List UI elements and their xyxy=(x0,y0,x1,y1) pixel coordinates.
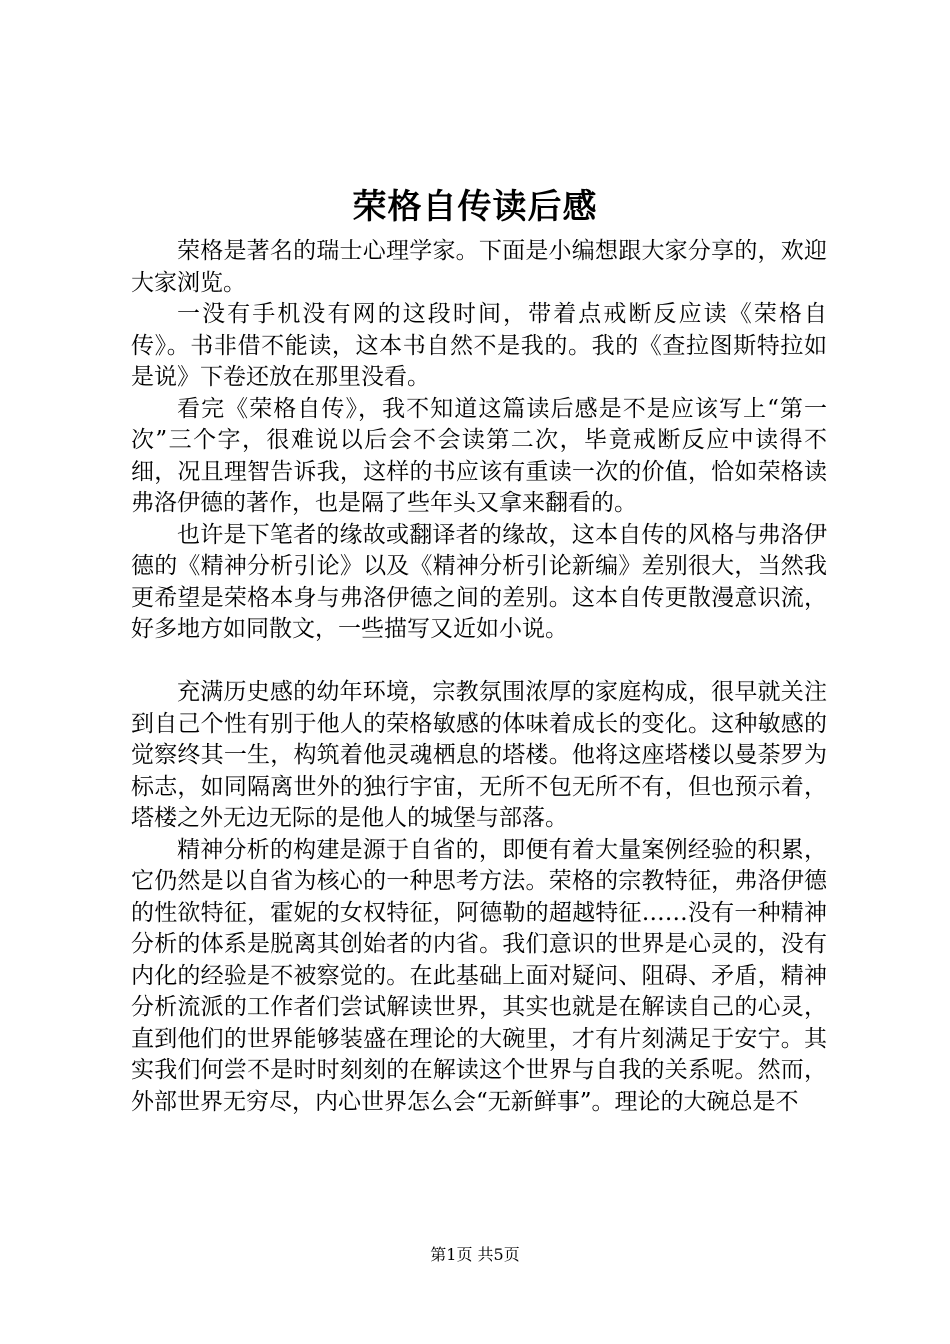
paragraph-first-reading: 看完《荣格自传》，我不知道这篇读后感是不是应该写上“第一次”三个字，很难说以后会不会读第二次，毕竟戒断反应中读得不细，况且理智告诉我，这样的书应该有重读一次的价值，恰如荣格读弗洛伊德的著作，也是隔了些年头又拿来翻看的。 xyxy=(131,395,827,516)
paragraph-intro: 荣格是著名的瑞士心理学家。下面是小编想跟大家分享的，欢迎大家浏览。 xyxy=(131,238,827,296)
paragraph-psychoanalysis: 精神分析的构建是源于自省的，即便有着大量案例经验的积累，它仍然是以自省为核心的一种思考方法。荣格的宗教特征，弗洛伊德的性欲特征，霍妮的女权特征，阿德勒的超越特征……没有一种精神分析的体系是脱离其创始者的内省。我们意识的世界是心灵的，没有内化的经验是不被察觉的。在此基础上面对疑问、阻碍、矛盾，精神分析流派的工作者们尝试解读世界，其实也就是在解读自己的心灵，直到他们的世界能够装盛在理论的大碗里，才有片刻满足于安宁。其实我们何尝不是时时刻刻的在解读这个世界与自我的关系呢。然而，外部世界无穷尽，内心世界怎么会“无新鲜事”。理论的大碗总是不 xyxy=(131,836,827,1115)
paragraph-style-comparison: 也许是下笔者的缘故或翻译者的缘故，这本自传的风格与弗洛伊德的《精神分析引论》以及《精神分析引论新编》差别很大，当然我更希望是荣格本身与弗洛伊德之间的差别。这本自传更散漫意识流，好多地方如同散文，一些描写又近如小说。 xyxy=(131,521,827,642)
page-number-footer: 第1页 共5页 xyxy=(430,1245,520,1264)
paragraph-reading-context: 一没有手机没有网的这段时间，带着点戒断反应读《荣格自传》。书非借不能读，这本书自然不是我的。我的《查拉图斯特拉如是说》下卷还放在那里没看。 xyxy=(131,301,827,390)
document-body xyxy=(131,236,827,1118)
paragraph-childhood: 充满历史感的幼年环境，宗教氛围浓厚的家庭构成，很早就关注到自己个性有别于他人的荣格敏感的体味着成长的变化。这种敏感的觉察终其一生，构筑着他灵魂栖息的塔楼。他将这座塔楼以曼荼罗为标志，如同隔离世外的独行宇宙，无所不包无所不有，但也预示着，塔楼之外无边无际的是他人的城堡与部落。 xyxy=(131,679,827,831)
paragraph-spacer xyxy=(131,646,827,678)
document-title: 荣格自传读后感 xyxy=(352,187,598,227)
